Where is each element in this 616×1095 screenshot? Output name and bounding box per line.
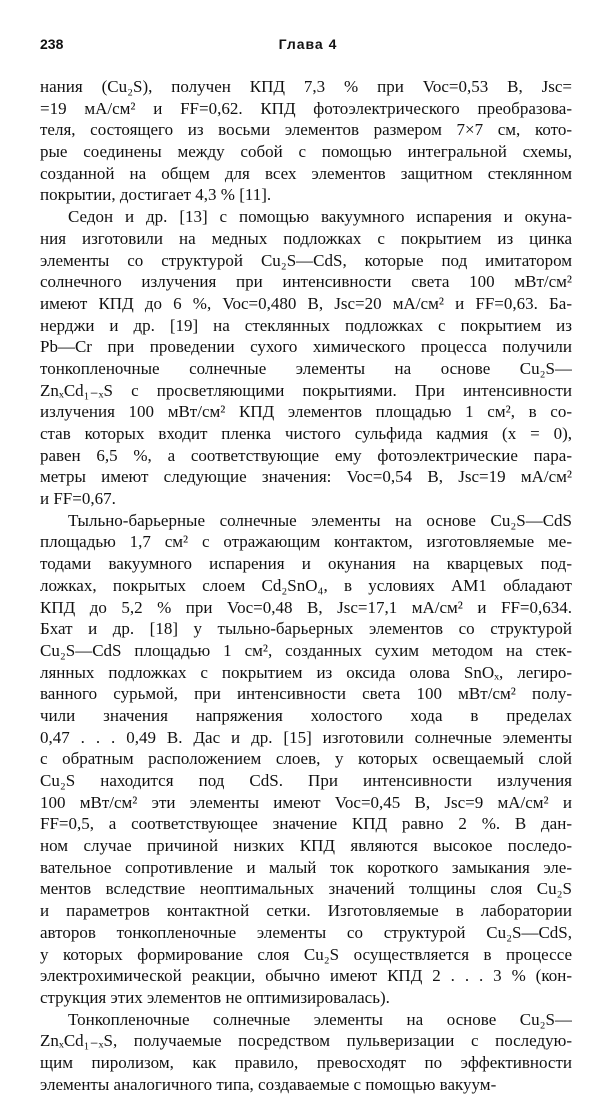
text-line: ном случае причиной низких КПД являются высокое последо-: [40, 836, 572, 856]
text-line: ментов вследствие неоптимальных значений толщины слоя Cu₂S: [40, 879, 572, 899]
paragraph: [40, 1009, 572, 1095]
text-line: рые соединены между собой с помощью интегральной схемы,: [40, 142, 572, 162]
text-line: площадью 1,7 см² с отражающим контактом, изготовляемые ме-: [40, 532, 572, 552]
page-number: 238: [40, 36, 64, 52]
running-header: [40, 36, 576, 56]
text-line: Тонкопленочные солнечные элементы на основе Cu₂S—: [68, 1009, 572, 1029]
text-line: авторов тонкопленочные элементы со структурой Cu₂S—CdS,: [40, 922, 572, 942]
text-line: у которых формирование слоя Cu₂S осуществляется в процессе: [40, 944, 572, 964]
text-line: =19 мА/см² и FF=0,62. КПД фотоэлектрического преобразова-: [40, 98, 572, 118]
text-line: теля, состоящего из восьми элементов размером 7×7 см, кото-: [40, 120, 572, 140]
text-line: ния изготовили на медных подложках с покрытием из цинка: [40, 228, 572, 248]
text-line: и параметров контактной сетки. Изготовляемые в лаборатории: [40, 901, 572, 921]
text-line: лянных подложках с покрытием из оксида олова SnOₓ, легиро-: [40, 662, 572, 682]
text-line: метры имеют следующие значения: Voc=0,54 В, Jsc=19 мА/см²: [40, 467, 572, 487]
text-line: Cu₂S находится под CdS. При интенсивности излучения: [40, 771, 572, 790]
text-line: солнечного излучения при интенсивности света 100 мВт/см²: [40, 272, 572, 292]
text-line: Pb—Cr при проведении сухого химического процесса получили: [40, 337, 572, 357]
paragraph: [40, 510, 572, 1009]
text-line: ложках, покрытых слоем Cd₂SnO₄, в условиях АМ1 обладают: [40, 575, 572, 595]
text-line: имеют КПД до 6 %, Voc=0,480 В, Jsc=20 мА/см² и FF=0,63. Ба-: [40, 293, 572, 313]
paragraph: [40, 76, 572, 206]
text-line: 0,47 . . . 0,49 В. Дас и др. [15] изготовили солнечные элементы: [40, 727, 572, 747]
text-line: излучения 100 мВт/см² КПД элементов площадью 1 см², в со-: [40, 402, 572, 422]
text-line: 100 мВт/см² эти элементы имеют Voc=0,45 В, Jsc=9 мА/см² и: [40, 792, 572, 812]
text-line: электрохимической реакции, обычно имеют КПД 2 . . . 3 % (кон-: [40, 966, 572, 986]
text-line: FF=0,5, а соответствующее значение КПД равно 2 %. В дан-: [40, 814, 572, 834]
text-line: тодами вакуумного испарения и окунания на кварцевых под-: [40, 554, 572, 574]
text-line: став которых входит пленка чистого сульфида кадмия (x = 0),: [40, 424, 572, 443]
text-line: элементы со структурой Cu₂S—CdS, которые под имитатором: [40, 250, 572, 270]
paragraph: [40, 206, 572, 510]
text-line: равен 6,5 %, а соответствующие ему фотоэлектрические пара-: [40, 445, 572, 465]
text-line: тонкопленочные солнечные элементы на основе Cu₂S—: [40, 358, 572, 378]
text-line: и FF=0,67.: [40, 489, 116, 509]
text-line: с обратным расположением слоев, у которых освещаемый слой: [40, 749, 572, 769]
text-line: ZnₓCd₁₋ₓS, получаемые посредством пульверизации с последую-: [40, 1031, 572, 1051]
text-line: ZnₓCd₁₋ₓS с просветляющими покрытиями. При интенсивности: [40, 380, 572, 400]
text-line: Cu₂S—CdS площадью 1 см², созданных сухим методом на стек-: [40, 640, 572, 660]
text-line: струкция этих элементов не оптимизировалась).: [40, 987, 390, 1007]
text-line: созданной на общем для всех элементов защитном стеклянном: [40, 163, 572, 183]
text-line: чили значения напряжения холостого хода в пределах: [40, 705, 572, 725]
text-line: КПД до 5,2 % при Voc=0,48 В, Jsc=17,1 мА/см² и FF=0,634.: [40, 597, 572, 617]
text-line: покрытии, достигает 4,3 % [11].: [40, 185, 272, 205]
text-line: вательное сопротивление и малый ток короткого замыкания эле-: [40, 857, 572, 877]
text-line: нания (Cu₂S), получен КПД 7,3 % при Voc=0,53 В, Jsc=: [40, 77, 572, 96]
text-line: Седон и др. [13] с помощью вакуумного испарения и окуна-: [68, 207, 572, 227]
text-line: Бхат и др. [18] у тыльно-барьерных элементов со структурой: [40, 619, 572, 639]
text-line: Тыльно-барьерные солнечные элементы на основе Cu₂S—CdS: [68, 510, 572, 530]
text-line: нерджи и др. [19] на стеклянных подложках с покрытием из: [40, 315, 572, 335]
text-line: щим пиролизом, как правило, превосходят по эффективности: [40, 1052, 572, 1072]
chapter-title: Глава 4: [278, 36, 338, 52]
text-line: ванного сурьмой, при интенсивности света 100 мВт/см² полу-: [40, 684, 572, 704]
text-body: [40, 76, 572, 1095]
text-line: элементы аналогичного типа, создаваемые с помощью вакуум-: [40, 1074, 497, 1094]
